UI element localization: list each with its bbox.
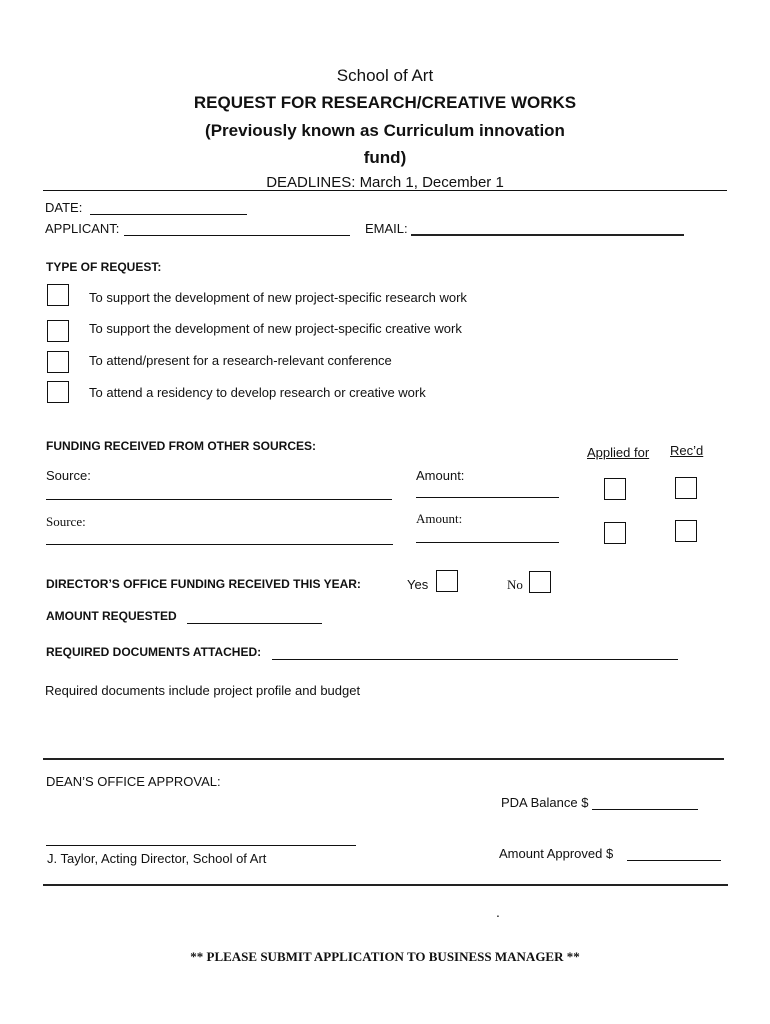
source-field-1[interactable] bbox=[46, 499, 392, 500]
no-label: No bbox=[507, 577, 523, 592]
dean-approval-label: DEAN’S OFFICE APPROVAL: bbox=[46, 774, 221, 789]
recd-header: Rec’d bbox=[670, 443, 704, 458]
date-field[interactable] bbox=[90, 214, 247, 215]
request-residency-label: To attend a residency to develop research or creative work bbox=[89, 385, 426, 400]
amount-approved-field[interactable] bbox=[627, 860, 721, 861]
request-creative-checkbox[interactable] bbox=[47, 320, 69, 342]
stray-dot: . bbox=[496, 904, 500, 920]
form-subtitle-line2: fund) bbox=[363, 148, 407, 167]
request-research-checkbox[interactable] bbox=[47, 284, 69, 306]
date-label: DATE: bbox=[45, 200, 83, 215]
recd-checkbox-2[interactable] bbox=[675, 520, 697, 542]
amount-approved-label: Amount Approved $ bbox=[499, 846, 614, 861]
header-rule bbox=[43, 190, 727, 191]
no-checkbox[interactable] bbox=[529, 571, 551, 593]
deadlines: DEADLINES: March 1, December 1 bbox=[266, 174, 504, 191]
required-docs-label: REQUIRED DOCUMENTS ATTACHED: bbox=[46, 645, 262, 659]
required-docs-note: Required documents include project profile and budget bbox=[45, 683, 361, 698]
source-label-1: Source: bbox=[46, 468, 91, 483]
applicant-label: APPLICANT: bbox=[45, 221, 120, 236]
applied-for-checkbox-2[interactable] bbox=[604, 522, 626, 544]
pda-balance-field[interactable] bbox=[592, 809, 698, 810]
applied-for-checkbox-1[interactable] bbox=[604, 478, 626, 500]
request-research-label: To support the development of new project-specific research work bbox=[89, 290, 467, 305]
amount-label-1: Amount: bbox=[416, 468, 465, 483]
form-subtitle-line1: (Previously known as Curriculum innovation bbox=[205, 121, 565, 140]
applied-for-header: Applied for bbox=[587, 445, 650, 460]
dean-section-rule-bottom bbox=[43, 884, 728, 886]
amount-requested-label: AMOUNT REQUESTED bbox=[46, 609, 177, 623]
request-creative-label: To support the development of new project-specific creative work bbox=[89, 321, 462, 336]
amount-field-1[interactable] bbox=[416, 497, 559, 498]
email-label: EMAIL: bbox=[365, 221, 408, 236]
funding-heading: FUNDING RECEIVED FROM OTHER SOURCES: bbox=[46, 439, 317, 453]
pda-balance-label: PDA Balance $ bbox=[501, 795, 589, 810]
director-funding-label: DIRECTOR’S OFFICE FUNDING RECEIVED THIS YEAR: bbox=[46, 577, 361, 591]
email-field[interactable] bbox=[411, 234, 684, 236]
yes-checkbox[interactable] bbox=[436, 570, 458, 592]
signature-line[interactable] bbox=[46, 845, 356, 846]
amount-requested-field[interactable] bbox=[187, 623, 322, 624]
amount-label-2: Amount: bbox=[416, 511, 463, 526]
amount-field-2[interactable] bbox=[416, 542, 559, 543]
source-label-2: Source: bbox=[46, 514, 86, 529]
applicant-field[interactable] bbox=[124, 235, 350, 236]
type-of-request-heading: TYPE OF REQUEST: bbox=[46, 260, 162, 274]
source-field-2[interactable] bbox=[46, 544, 393, 545]
dean-section-rule-top bbox=[43, 758, 724, 760]
request-conference-label: To attend/present for a research-relevant conference bbox=[89, 353, 392, 368]
request-residency-checkbox[interactable] bbox=[47, 381, 69, 403]
school-name: School of Art bbox=[336, 66, 434, 85]
recd-checkbox-1[interactable] bbox=[675, 477, 697, 499]
submit-notice: ** PLEASE SUBMIT APPLICATION TO BUSINESS MANAGER ** bbox=[190, 949, 580, 964]
signatory-name: J. Taylor, Acting Director, School of Art bbox=[47, 851, 267, 866]
required-docs-field[interactable] bbox=[272, 659, 678, 660]
request-conference-checkbox[interactable] bbox=[47, 351, 69, 373]
form-title: REQUEST FOR RESEARCH/CREATIVE WORKS bbox=[193, 93, 577, 112]
yes-label: Yes bbox=[407, 577, 429, 592]
